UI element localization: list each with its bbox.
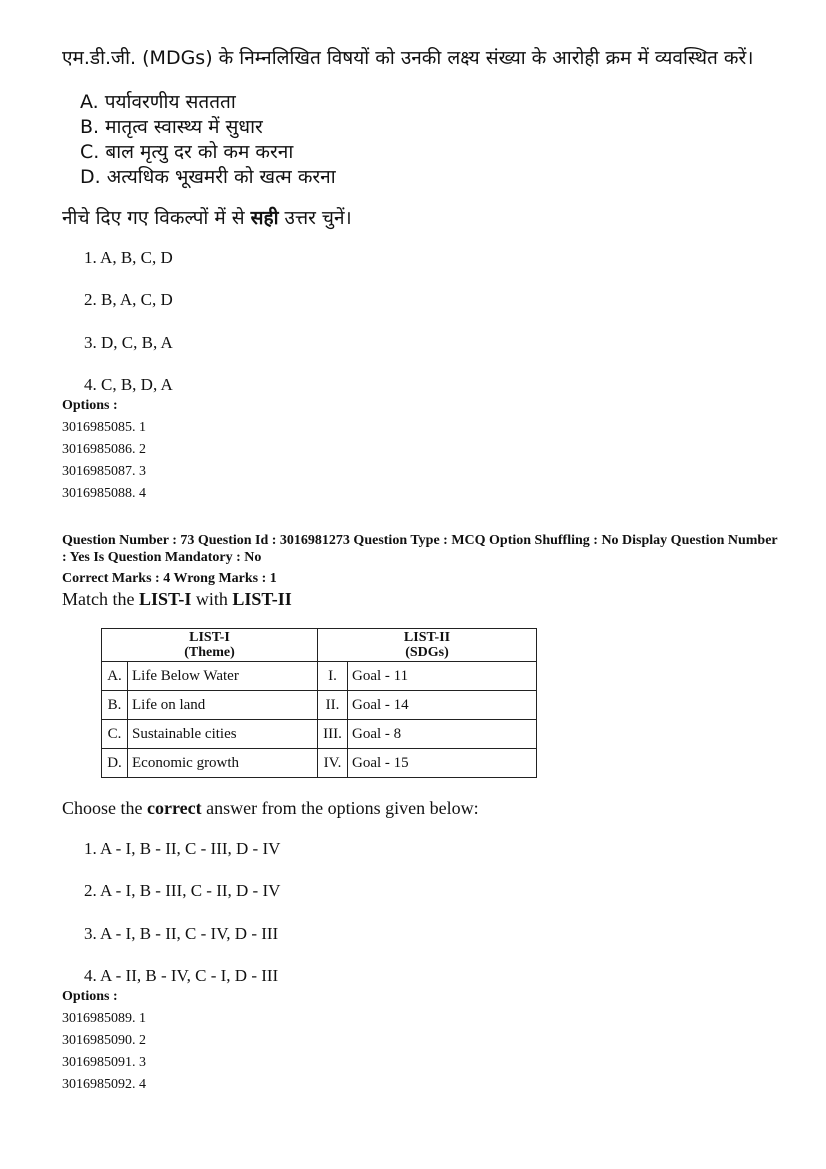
- list1-title: LIST-I: [189, 630, 230, 645]
- q2-option-id-4: 3016985092. 4: [62, 1077, 146, 1092]
- q1-option-id-3: 3016985087. 3: [62, 464, 146, 479]
- q2-option-id-1: 3016985089. 1: [62, 1011, 146, 1026]
- question-1-instruction: [62, 204, 352, 230]
- q1-option-id-1: 3016985085. 1: [62, 420, 146, 435]
- statement-c: C. बाल मृत्यु दर को कम करना: [80, 141, 294, 163]
- table-row: [102, 662, 537, 691]
- choose-text-end: answer from the options given below:: [201, 798, 479, 818]
- instruction-bold: सही: [250, 207, 279, 229]
- instruction-text-end: उत्तर चुनें।: [278, 207, 352, 229]
- match-table: [101, 628, 537, 778]
- statement-b: B. मातृत्व स्वास्थ्य में सुधार: [80, 116, 263, 138]
- choose-instruction: [62, 798, 479, 819]
- q1-options-label: Options :: [62, 398, 118, 413]
- row-letter: A.: [102, 662, 128, 691]
- table-header-row: [102, 629, 537, 662]
- table-row: [102, 749, 537, 778]
- q1-choice-1: 1. A, B, C, D: [84, 248, 173, 267]
- row-theme: Life Below Water: [128, 662, 318, 691]
- q1-choice-4: 4. C, B, D, A: [84, 375, 173, 394]
- row-theme: Sustainable cities: [128, 720, 318, 749]
- row-goal: Goal - 15: [348, 749, 537, 778]
- row-roman: IV.: [318, 749, 348, 778]
- q2-choice-3: 3. A - I, B - II, C - IV, D - III: [84, 924, 279, 943]
- row-theme: Economic growth: [128, 749, 318, 778]
- q1-option-id-2: 3016985086. 2: [62, 442, 146, 457]
- statement-d: D. अत्यधिक भूखमरी को खत्म करना: [80, 166, 336, 188]
- q1-choice-3: 3. D, C, B, A: [84, 333, 173, 352]
- table-row: [102, 691, 537, 720]
- question-1-heading: एम.डी.जी. (MDGs) के निम्नलिखित विषयों को उनकी लक्ष्य संख्या के आरोही क्रम में व्यवस्थित करें।: [62, 47, 754, 69]
- row-letter: C.: [102, 720, 128, 749]
- q1-option-id-4: 3016985088. 4: [62, 486, 146, 501]
- q2-options-label: Options :: [62, 989, 118, 1004]
- match-with: with: [191, 589, 233, 609]
- list2-subtitle: (SDGs): [405, 645, 449, 660]
- row-goal: Goal - 11: [348, 662, 537, 691]
- question-2-marks: Correct Marks : 4 Wrong Marks : 1: [62, 571, 277, 586]
- row-goal: Goal - 8: [348, 720, 537, 749]
- table-row: [102, 720, 537, 749]
- row-theme: Life on land: [128, 691, 318, 720]
- row-letter: D.: [102, 749, 128, 778]
- list1-subtitle: (Theme): [184, 645, 235, 660]
- choose-bold: correct: [147, 798, 202, 818]
- q2-choice-1: 1. A - I, B - II, C - III, D - IV: [84, 839, 281, 858]
- row-goal: Goal - 14: [348, 691, 537, 720]
- table-head-list2: [318, 629, 537, 662]
- match-instruction: [62, 589, 292, 610]
- table-head-list1: [102, 629, 318, 662]
- q2-choice-4: 4. A - II, B - IV, C - I, D - III: [84, 966, 279, 985]
- statement-a: A. पर्यावरणीय सततता: [80, 91, 236, 113]
- match-list1: LIST-I: [138, 589, 192, 609]
- row-roman: III.: [318, 720, 348, 749]
- list2-title: LIST-II: [403, 630, 451, 645]
- q2-option-id-2: 3016985090. 2: [62, 1033, 146, 1048]
- q2-choice-2: 2. A - I, B - III, C - II, D - IV: [84, 881, 281, 900]
- q1-choice-2: 2. B, A, C, D: [84, 290, 173, 309]
- row-roman: II.: [318, 691, 348, 720]
- instruction-text: नीचे दिए गए विकल्पों में से: [62, 207, 251, 229]
- match-text: Match the: [62, 589, 139, 609]
- row-roman: I.: [318, 662, 348, 691]
- match-list2: LIST-II: [232, 589, 292, 609]
- question-2-meta: Question Number : 73 Question Id : 3016981273 Question Type : MCQ Option Shuffling : No Display Question Number : Yes Is Question Mandatory : No: [62, 533, 778, 565]
- row-letter: B.: [102, 691, 128, 720]
- choose-text: Choose the: [62, 798, 147, 818]
- q2-option-id-3: 3016985091. 3: [62, 1055, 146, 1070]
